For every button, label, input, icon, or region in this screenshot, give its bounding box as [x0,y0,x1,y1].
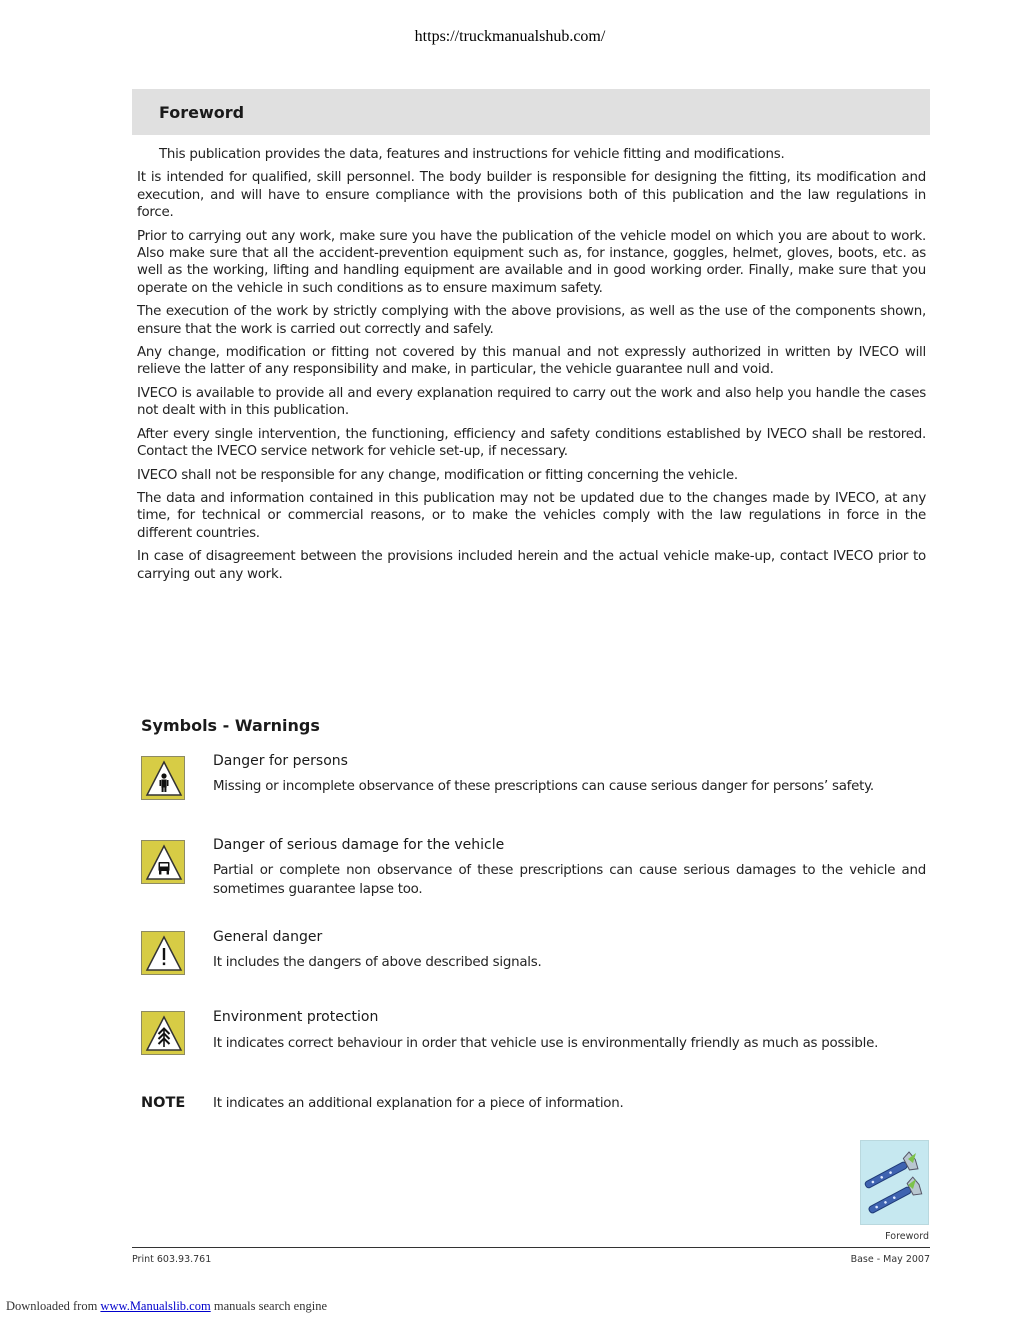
paragraph: This publication provides the data, features and instructions for vehicle fitting and modifications. [159,147,785,162]
footer-edition: Base - May 2007 [850,1254,930,1265]
paragraph: Prior to carrying out any work, make sure you have the publication of the vehicle model on which you are about to work. Also make sure that all the accident-prevention equipment such as, for instance, goggles, helmet, gloves, boots, etc. as well as the working, lifting and handling equipment are available and in good working order. Finally, make sure that you operate on the vehicle in such conditions as to ensure maximum safety. [137,228,926,296]
paragraph: After every single intervention, the functioning, efficiency and safety conditions established by IVECO shall be restored. Contact the IVECO service network for vehicle set-up, if necessary. [137,426,926,460]
paragraph: In case of disagreement between the provisions included herein and the actual vehicle make-up, contact IVECO prior to carrying out any work. [137,549,926,582]
paragraph: The execution of the work by strictly complying with the above provisions, as well as the use of the components shown, ensure that the work is carried out correctly and safely. [137,304,926,337]
warning-text: Missing or incomplete observance of these prescriptions can cause serious danger for persons’ safety. [213,779,874,794]
warning-title: Danger of serious damage for the vehicle [213,837,505,853]
foreword-heading-bar [132,89,930,135]
warning-title: Danger for persons [213,753,348,769]
footer-divider [132,1247,930,1248]
warning-title: Environment protection [213,1009,379,1025]
paragraph: The data and information contained in this publication may not be updated due to the changes made by IVECO, at any time, for technical or commercial reasons, or to make the vehicles comply with the law regulations in force in the different countries. [137,490,926,541]
paragraph: It is intended for qualified, skill personnel. The body builder is responsible for designing the fitting, its modification and execution, and will have to ensure compliance with the provisions both of this publication and the law regulations in force. [137,170,926,221]
general-danger-icon [141,931,185,975]
downloaded-suffix: manuals search engine [213,1299,327,1313]
paragraph: Any change, modification or fitting not covered by this manual and not expressly authorized in written by IVECO will relieve the latter of any responsibility and make, in particular, the vehicle guarantee null and void. [137,345,926,378]
downloaded-prefix: Downloaded from [6,1299,98,1313]
warning-text: It indicates correct behaviour in order that vehicle use is environmentally friendly as much as possible. [213,1036,879,1051]
top-url[interactable]: https://truckmanualshub.com/ [414,28,606,45]
warning-text: It includes the dangers of above described signals. [213,955,542,970]
paragraph: IVECO shall not be responsible for any change, modification or fitting concerning the vehicle. [137,467,738,483]
downloaded-from-line [6,1299,327,1314]
environment-icon [141,1011,185,1055]
paragraph: IVECO is available to provide all and every explanation required to carry out the work and also help you handle the cases not dealt with in this publication. [137,385,926,419]
foreword-title: Foreword [159,102,245,122]
vehicle-warning-icon [141,840,185,884]
foreword-body [137,146,926,589]
warning-title: General danger [213,929,323,945]
footer-section-label: Foreword [885,1231,929,1242]
symbols-title: Symbols - Warnings [141,716,320,735]
note-text: It indicates an additional explanation for a piece of information. [213,1096,624,1111]
person-warning-icon [141,756,185,800]
footer-print-number: Print 603.93.761 [132,1254,212,1265]
tools-icon [860,1140,929,1225]
warning-text: Partial or complete non observance of these prescriptions can cause serious damages to the vehicle and sometimes guarantee lapse too. [213,863,926,897]
note-label: NOTE [141,1095,186,1111]
manualslib-link[interactable]: www.Manualslib.com [100,1299,211,1313]
